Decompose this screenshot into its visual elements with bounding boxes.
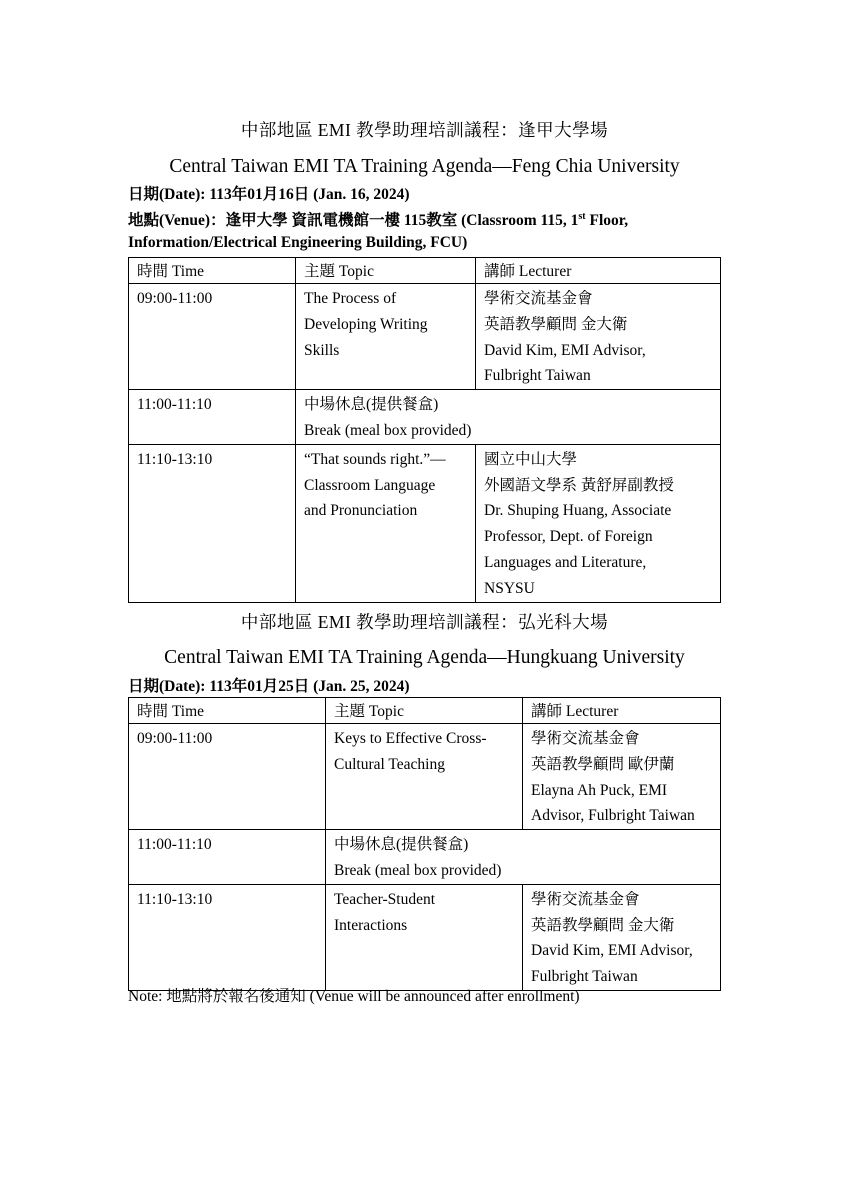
topic-line: and Pronunciation	[304, 502, 418, 520]
fcu-venue-text-end: Floor,	[585, 212, 629, 229]
lecturer-cell	[476, 444, 721, 602]
lecturer-line: 學術交流基金會	[531, 730, 640, 747]
lecturer-line: David Kim, EMI Advisor,	[484, 341, 646, 359]
topic-cell	[296, 284, 476, 390]
break-line: 中場休息(提供餐盒)	[334, 836, 469, 854]
fcu-date: 日期(Date): 113年01月16日 (Jan. 16, 2024)	[128, 186, 410, 203]
table-row	[129, 724, 721, 830]
lecturer-line: Dr. Shuping Huang, Associate	[484, 502, 672, 520]
lecturer-line: Fulbright Taiwan	[531, 968, 638, 986]
topic-cell	[326, 724, 523, 830]
time-cell: 11:10-13:10	[129, 884, 326, 990]
fcu-title-chinese: 中部地區 EMI 教學助理培訓議程：逢甲大學場	[240, 120, 609, 140]
hku-title-chinese: 中部地區 EMI 教學助理培訓議程：弘光科大場	[240, 612, 609, 632]
break-cell	[296, 390, 721, 445]
hku-date: 日期(Date): 113年01月25日 (Jan. 25, 2024)	[128, 678, 410, 695]
header-time: 時間 Time	[129, 698, 326, 724]
time-cell: 09:00-11:00	[129, 284, 296, 390]
break-line: 中場休息(提供餐盒)	[304, 396, 439, 414]
topic-cell	[296, 444, 476, 602]
time-cell: 11:00-11:10	[129, 390, 296, 445]
fcu-agenda-table	[128, 257, 721, 603]
lecturer-line: 英語教學顧問 歐伊蘭	[531, 755, 675, 773]
topic-line: Classroom Language	[304, 476, 436, 494]
table-header-row	[129, 698, 721, 724]
fcu-venue-line-2: Information/Electrical Engineering Building, FCU)	[128, 234, 468, 251]
header-topic: 主題 Topic	[326, 698, 523, 724]
lecturer-line: NSYSU	[484, 579, 535, 597]
table-header-row	[129, 258, 721, 284]
time-cell: 11:10-13:10	[129, 444, 296, 602]
fcu-venue-text: 地點(Venue)：逢甲大學 資訊電機館一樓 115教室 (Classroom 115, 1	[128, 212, 579, 229]
lecturer-line: Elayna Ah Puck, EMI	[531, 781, 668, 799]
lecturer-line: Languages and Literature,	[484, 553, 647, 571]
fcu-venue-line-1	[128, 208, 628, 230]
lecturer-line: Professor, Dept. of Foreign	[484, 528, 653, 546]
lecturer-line: 英語教學顧問 金大衛	[531, 916, 675, 934]
table-row	[129, 284, 721, 390]
venue-note: Note: 地點將於報名後通知 (Venue will be announced after enrollment)	[128, 988, 580, 1005]
table-row	[129, 444, 721, 602]
lecturer-line: 學術交流基金會	[484, 290, 593, 307]
topic-line: Cultural Teaching	[334, 755, 445, 773]
table-row	[129, 830, 721, 885]
topic-line: Interactions	[334, 916, 408, 934]
time-cell: 09:00-11:00	[129, 724, 326, 830]
topic-line: Developing Writing	[304, 315, 428, 333]
table-row	[129, 884, 721, 990]
topic-cell	[326, 884, 523, 990]
lecturer-line: 國立中山大學	[484, 450, 578, 468]
break-line: Break (meal box provided)	[304, 421, 472, 439]
lecturer-cell	[523, 884, 721, 990]
header-topic: 主題 Topic	[296, 258, 476, 284]
hku-agenda-table	[128, 697, 721, 991]
fcu-venue-superscript: st	[578, 211, 586, 222]
lecturer-line: Advisor, Fulbright Taiwan	[531, 807, 695, 825]
header-lecturer: 講師 Lecturer	[523, 698, 721, 724]
fcu-title-english: Central Taiwan EMI TA Training Agenda—Feng Chia University	[169, 156, 680, 177]
lecturer-line: 英語教學顧問 金大衛	[484, 315, 628, 333]
time-cell: 11:00-11:10	[129, 830, 326, 885]
lecturer-cell	[523, 724, 721, 830]
lecturer-line: Fulbright Taiwan	[484, 367, 591, 385]
topic-line: Skills	[304, 341, 340, 359]
lecturer-line: 外國語文學系 黃舒屏副教授	[484, 476, 674, 494]
hku-title-english: Central Taiwan EMI TA Training Agenda—Hungkuang University	[164, 647, 685, 668]
lecturer-cell	[476, 284, 721, 390]
header-time: 時間 Time	[129, 258, 296, 284]
break-cell	[326, 830, 721, 885]
header-lecturer: 講師 Lecturer	[476, 258, 721, 284]
topic-line: Keys to Effective Cross-	[334, 730, 487, 747]
topic-line: Teacher-Student	[334, 890, 436, 908]
topic-line: The Process of	[304, 290, 397, 307]
lecturer-line: David Kim, EMI Advisor,	[531, 942, 693, 960]
lecturer-line: 學術交流基金會	[531, 890, 640, 908]
break-line: Break (meal box provided)	[334, 861, 502, 879]
topic-line: “That sounds right.”—	[304, 450, 446, 468]
table-row	[129, 390, 721, 445]
